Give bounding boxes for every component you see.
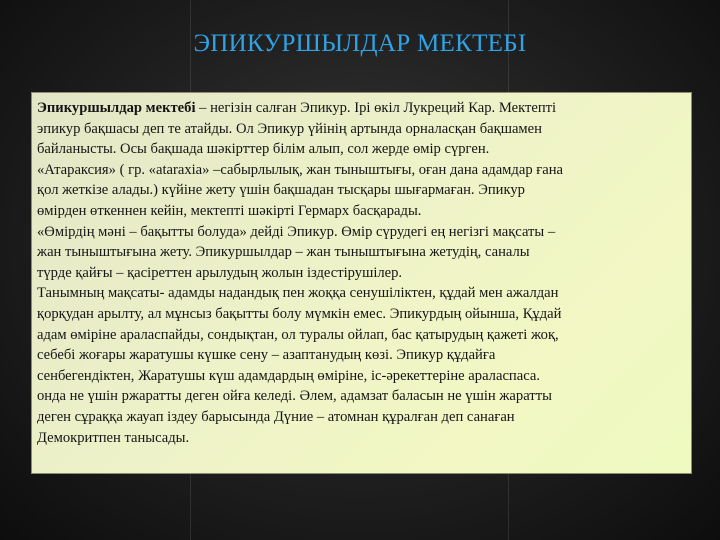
text-line: қол жеткізе алады.) күйіне жету үшін бақшадан тысқары шығармаған. Эпикур xyxy=(37,182,525,199)
text-box xyxy=(31,92,692,474)
text-line: эпикур бақшасы деп те атайды. Ол Эпикур үйінің артында орналасқан бақшамен xyxy=(37,120,542,137)
slide-title: ЭПИКУРШЫЛДАР МЕКТЕБІ xyxy=(193,30,527,57)
text-line: онда не үшін ржаратты деген ойға келеді. Әлем, адамзат баласын не үшін жаратты xyxy=(37,388,552,405)
text-line: Демокритпен танысады. xyxy=(37,429,190,446)
text-line-rest: – негізін салған Эпикур. Ірі өкіл Лукреций Кар. Мектепті xyxy=(195,100,557,116)
text-line: себебі жоғары жаратушы күшке сену – азаптанудың көзі. Эпикур құдайға xyxy=(37,347,496,364)
text-line: байланысты. Осы бақшада шәкірттер білім алып, сол жерде өмір сүрген. xyxy=(37,141,490,158)
text-line: деген сұраққа жауап іздеу барысында Дүние – атомнан құралған деп санаған xyxy=(37,408,515,425)
text-line: «Атараксия» ( гр. «ataraxia» –сабырлылық, жан тыныштығы, оған дана адамдар ғана xyxy=(37,161,564,178)
text-line: жан тыныштығына жету. Эпикуршылдар – жан тыныштығына жетудің, саналы xyxy=(37,244,530,261)
text-line: адам өміріне араласпайды, сондықтан, ол туралы ойлап, бас қатырудың қажеті жоқ, xyxy=(37,326,559,343)
text-line: түрде қайғы – қасіреттен арылудың жолын іздестірушілер. xyxy=(37,264,403,281)
text-line: қорқудан арылту, ал мұнсыз бақытты болу мүмкін емес. Эпикурдың ойынша, Құдай xyxy=(37,305,562,322)
text-line: Танымның мақсаты- адамды надандық пен жоққа сенушіліктен, құдай мен ажалдан xyxy=(37,285,559,302)
text-line: сенбегендіктен, Жаратушы күш адамдардың өміріне, іс-әрекеттеріне араласпаса. xyxy=(37,367,540,384)
lead-term: Эпикуршылдар мектебі xyxy=(37,100,196,116)
text-line: «Өмірдің мәні – бақытты болуда» дейді Эпикур. Өмір сүрудегі ең негізгі мақсаты – xyxy=(37,223,556,240)
text-line xyxy=(37,98,685,119)
text-line: өмірден өткеннен кейін, мектепті шәкірті Гермарх басқарады. xyxy=(37,202,422,219)
